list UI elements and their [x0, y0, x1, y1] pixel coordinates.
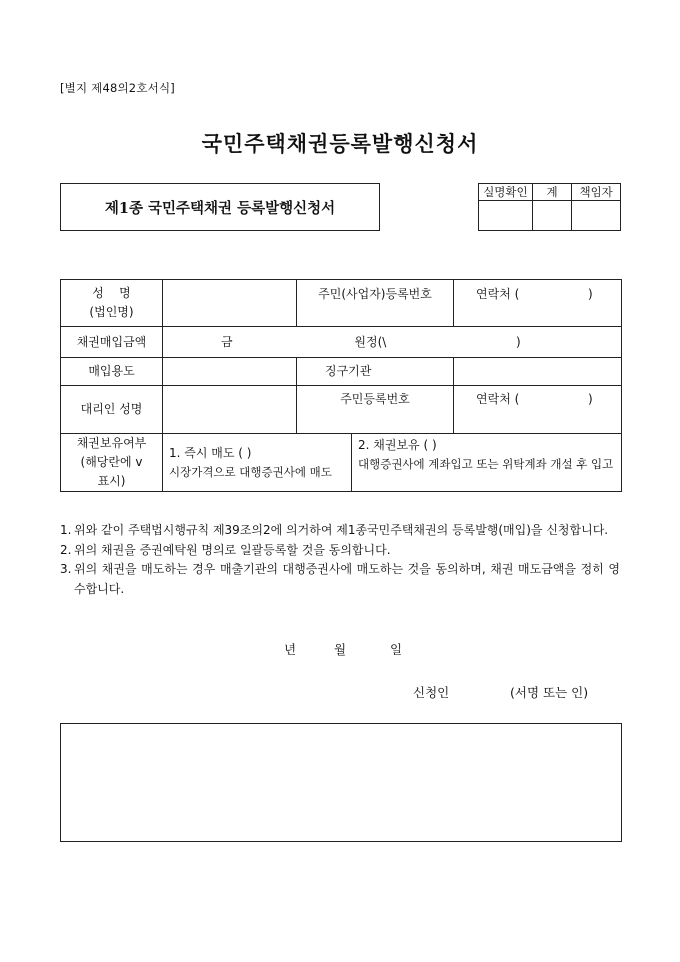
note-item	[60, 541, 620, 561]
approval-header-realname: 실명확인	[479, 184, 533, 201]
day-label: 일	[390, 642, 403, 657]
hold-label: 채권보유여부	[76, 436, 147, 450]
contact-cell-2[interactable]	[454, 386, 622, 434]
approval-table	[478, 183, 621, 231]
year-label: 년	[284, 642, 297, 657]
option-sell-title: 1. 즉시 매도 ( )	[169, 445, 252, 460]
application-table	[60, 279, 622, 492]
agency-label: 징구기관	[297, 358, 454, 386]
option-hold-desc: 대행증권사에 계좌입고 또는 위탁계좌 개설 후 입고	[358, 457, 614, 471]
agent-label: 대리인 성명	[61, 386, 163, 434]
option-hold-title: 2. 채권보유 ( )	[358, 438, 437, 452]
note-number: 1.	[60, 523, 72, 537]
notes-list	[60, 521, 620, 599]
amount-won: 원정(\ )	[354, 334, 521, 349]
usage-label: 매입용도	[61, 358, 163, 386]
note-number: 2.	[60, 542, 72, 557]
contact-label-2: 연락처 ( )	[476, 392, 593, 406]
page-title: 국민주택채권등록발행신청서	[201, 131, 479, 156]
name-label: 성 명	[92, 286, 131, 300]
subtitle-box	[60, 183, 380, 231]
remarks-box[interactable]	[60, 723, 622, 842]
signature-field[interactable]: (서명 또는 인)	[510, 685, 589, 700]
amount-input[interactable]	[163, 327, 622, 358]
applicant-label: 신청인	[413, 685, 450, 700]
option-hold[interactable]	[352, 434, 622, 492]
approval-header-clerk: 계	[532, 184, 571, 201]
reg-no-label: 주민(사업자)등록번호	[318, 287, 432, 301]
note-item	[60, 560, 620, 599]
corp-name-label: (법인명)	[89, 305, 134, 319]
amount-prefix: 금	[221, 334, 233, 349]
hold-instruction: (해당란에 v	[80, 455, 143, 469]
agent-input[interactable]	[163, 386, 297, 434]
subtitle-text: 제1종 국민주택채권 등록발행신청서	[104, 199, 336, 217]
form-reference: [별지 제48의2호서식]	[60, 81, 175, 95]
note-item	[60, 521, 620, 541]
hold-instruction-end: 표시)	[97, 474, 126, 488]
name-input[interactable]	[163, 280, 297, 327]
option-sell-desc: 시장가격으로 대행증권사에 매도	[169, 464, 332, 479]
usage-input[interactable]	[163, 358, 297, 386]
hold-label-cell	[61, 434, 163, 492]
resident-no-cell[interactable]	[297, 386, 454, 434]
approval-sign-clerk[interactable]	[532, 201, 571, 231]
month-label: 월	[334, 642, 347, 657]
approval-sign-manager[interactable]	[572, 201, 621, 231]
note-text: 위의 채권을 증권예탁원 명의로 일괄등록할 것을 동의합니다.	[74, 542, 391, 557]
resident-no-label: 주민등록번호	[340, 392, 410, 406]
approval-header-manager: 책임자	[572, 184, 621, 201]
note-text: 위의 채권을 매도하는 경우 매출기관의 대행증권사에 매도하는 것을 동의하며, 채권 매도금액을 정히 영수합니다.	[74, 562, 620, 596]
contact-cell[interactable]	[454, 280, 622, 327]
approval-sign-realname[interactable]	[479, 201, 533, 231]
amount-label: 채권매입금액	[61, 327, 163, 358]
option-sell-now[interactable]	[163, 434, 352, 492]
reg-no-cell[interactable]	[297, 280, 454, 327]
name-label-cell	[61, 280, 163, 327]
note-text: 위와 같이 주택법시행규칙 제39조의2에 의거하여 제1종국민주택채권의 등록발행(매입)을 신청합니다.	[74, 523, 609, 537]
note-number: 3.	[60, 562, 72, 576]
agency-input[interactable]	[454, 358, 622, 386]
contact-label: 연락처 ( )	[476, 287, 593, 301]
